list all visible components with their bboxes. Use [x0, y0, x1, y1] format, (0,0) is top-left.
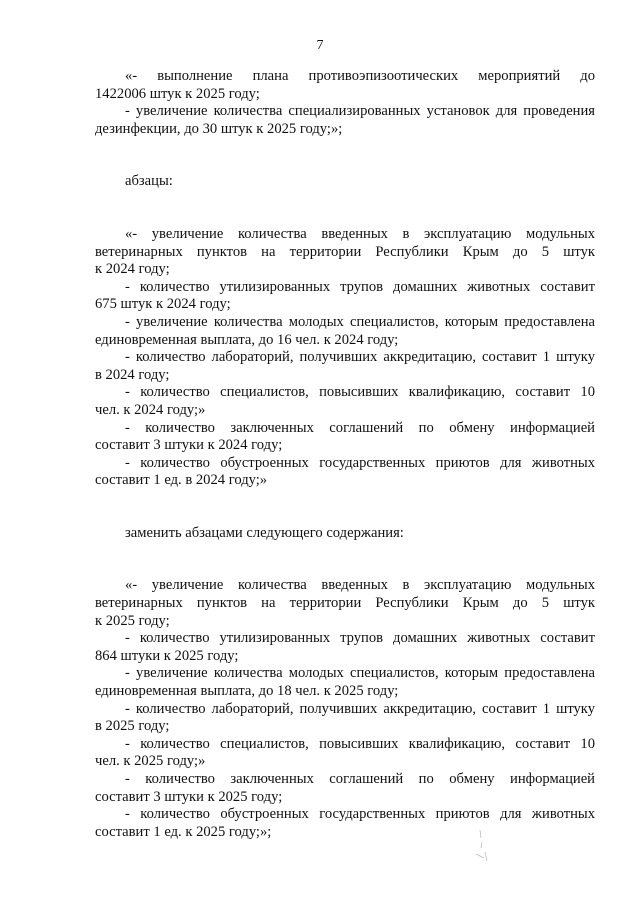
text-line: ветеринарных пунктов на территории Республики Крым до 5 штук	[95, 243, 595, 260]
section-heading: заменить абзацами следующего содержания:	[125, 524, 404, 541]
text-line: - количество специалистов, повысивших квалификацию, составит 10	[125, 735, 595, 752]
text-line: составит 1 ед. к 2025 году;»;	[95, 823, 272, 840]
text-line: «- выполнение плана противоэпизоотических мероприятий до	[125, 68, 595, 84]
text-line: «- увеличение количества введенных в эксплуатацию модульных	[125, 577, 595, 594]
heading-replace	[95, 525, 595, 543]
text-line: составит 3 штуки к 2024 году;	[95, 437, 283, 454]
text-line: - увеличение количества молодых специалистов, которым предоставлена	[125, 313, 595, 330]
text-line: - количество обустроенных государственных приютов для животных	[125, 454, 595, 471]
text-line: 864 штуки к 2025 году;	[95, 647, 239, 664]
text-line: 675 штук к 2024 году;	[95, 296, 231, 313]
text-line: в 2025 году;	[95, 718, 170, 735]
text-line: в 2024 году;	[95, 366, 170, 383]
text-line: 1422006 штук к 2025 году;	[95, 85, 260, 102]
text-line: дезинфекции, до 30 штук к 2025 году;»;	[95, 120, 343, 137]
text-line: - количество заключенных соглашений по обмену информацией	[125, 771, 595, 787]
text-line: - количество утилизированных трупов домашних животных составит	[125, 278, 595, 295]
text-line: - количество лабораторий, получивших аккредитацию, составит 1 штуку	[125, 349, 595, 366]
text-line: - увеличение количества специализированных установок для проведения	[125, 103, 595, 120]
text-line: к 2025 году;	[95, 612, 170, 629]
text-line: составит 3 штуки к 2025 году;	[95, 788, 283, 805]
text-line: - количество лабораторий, получивших аккредитацию, составит 1 штуку	[125, 700, 595, 717]
document-body	[95, 68, 595, 841]
text-line: - увеличение количества молодых специалистов, которым предоставлена	[125, 665, 595, 682]
text-line: «- увеличение количества введенных в эксплуатацию модульных	[125, 225, 595, 242]
text-line: - количество специалистов, повысивших квалификацию, составит 10	[125, 384, 595, 401]
text-line: - количество утилизированных трупов домашних животных составит	[125, 630, 595, 647]
text-line: единовременная выплата, до 16 чел. к 2024 году;	[95, 331, 399, 348]
text-line: ветеринарных пунктов на территории Республики Крым до 5 штук	[95, 595, 595, 612]
text-line: к 2024 году;	[95, 261, 170, 278]
text-line: чел. к 2025 году;»	[95, 753, 206, 770]
section-heading: абзацы:	[125, 173, 173, 190]
section-3	[95, 577, 595, 841]
text-line: - количество обустроенных государственных приютов для животных	[125, 806, 595, 823]
heading-abzacy	[95, 173, 595, 191]
text-line: составит 1 ед. в 2024 году;»	[95, 472, 268, 489]
text-line: - количество заключенных соглашений по обмену информацией	[125, 419, 595, 436]
text-line: чел. к 2024 году;»	[95, 401, 206, 418]
page-number: 7	[316, 38, 324, 53]
section-2	[95, 226, 595, 490]
scan-marks	[472, 828, 492, 864]
text-line: единовременная выплата, до 18 чел. к 2025 году;	[95, 683, 399, 700]
section-1	[95, 68, 595, 138]
